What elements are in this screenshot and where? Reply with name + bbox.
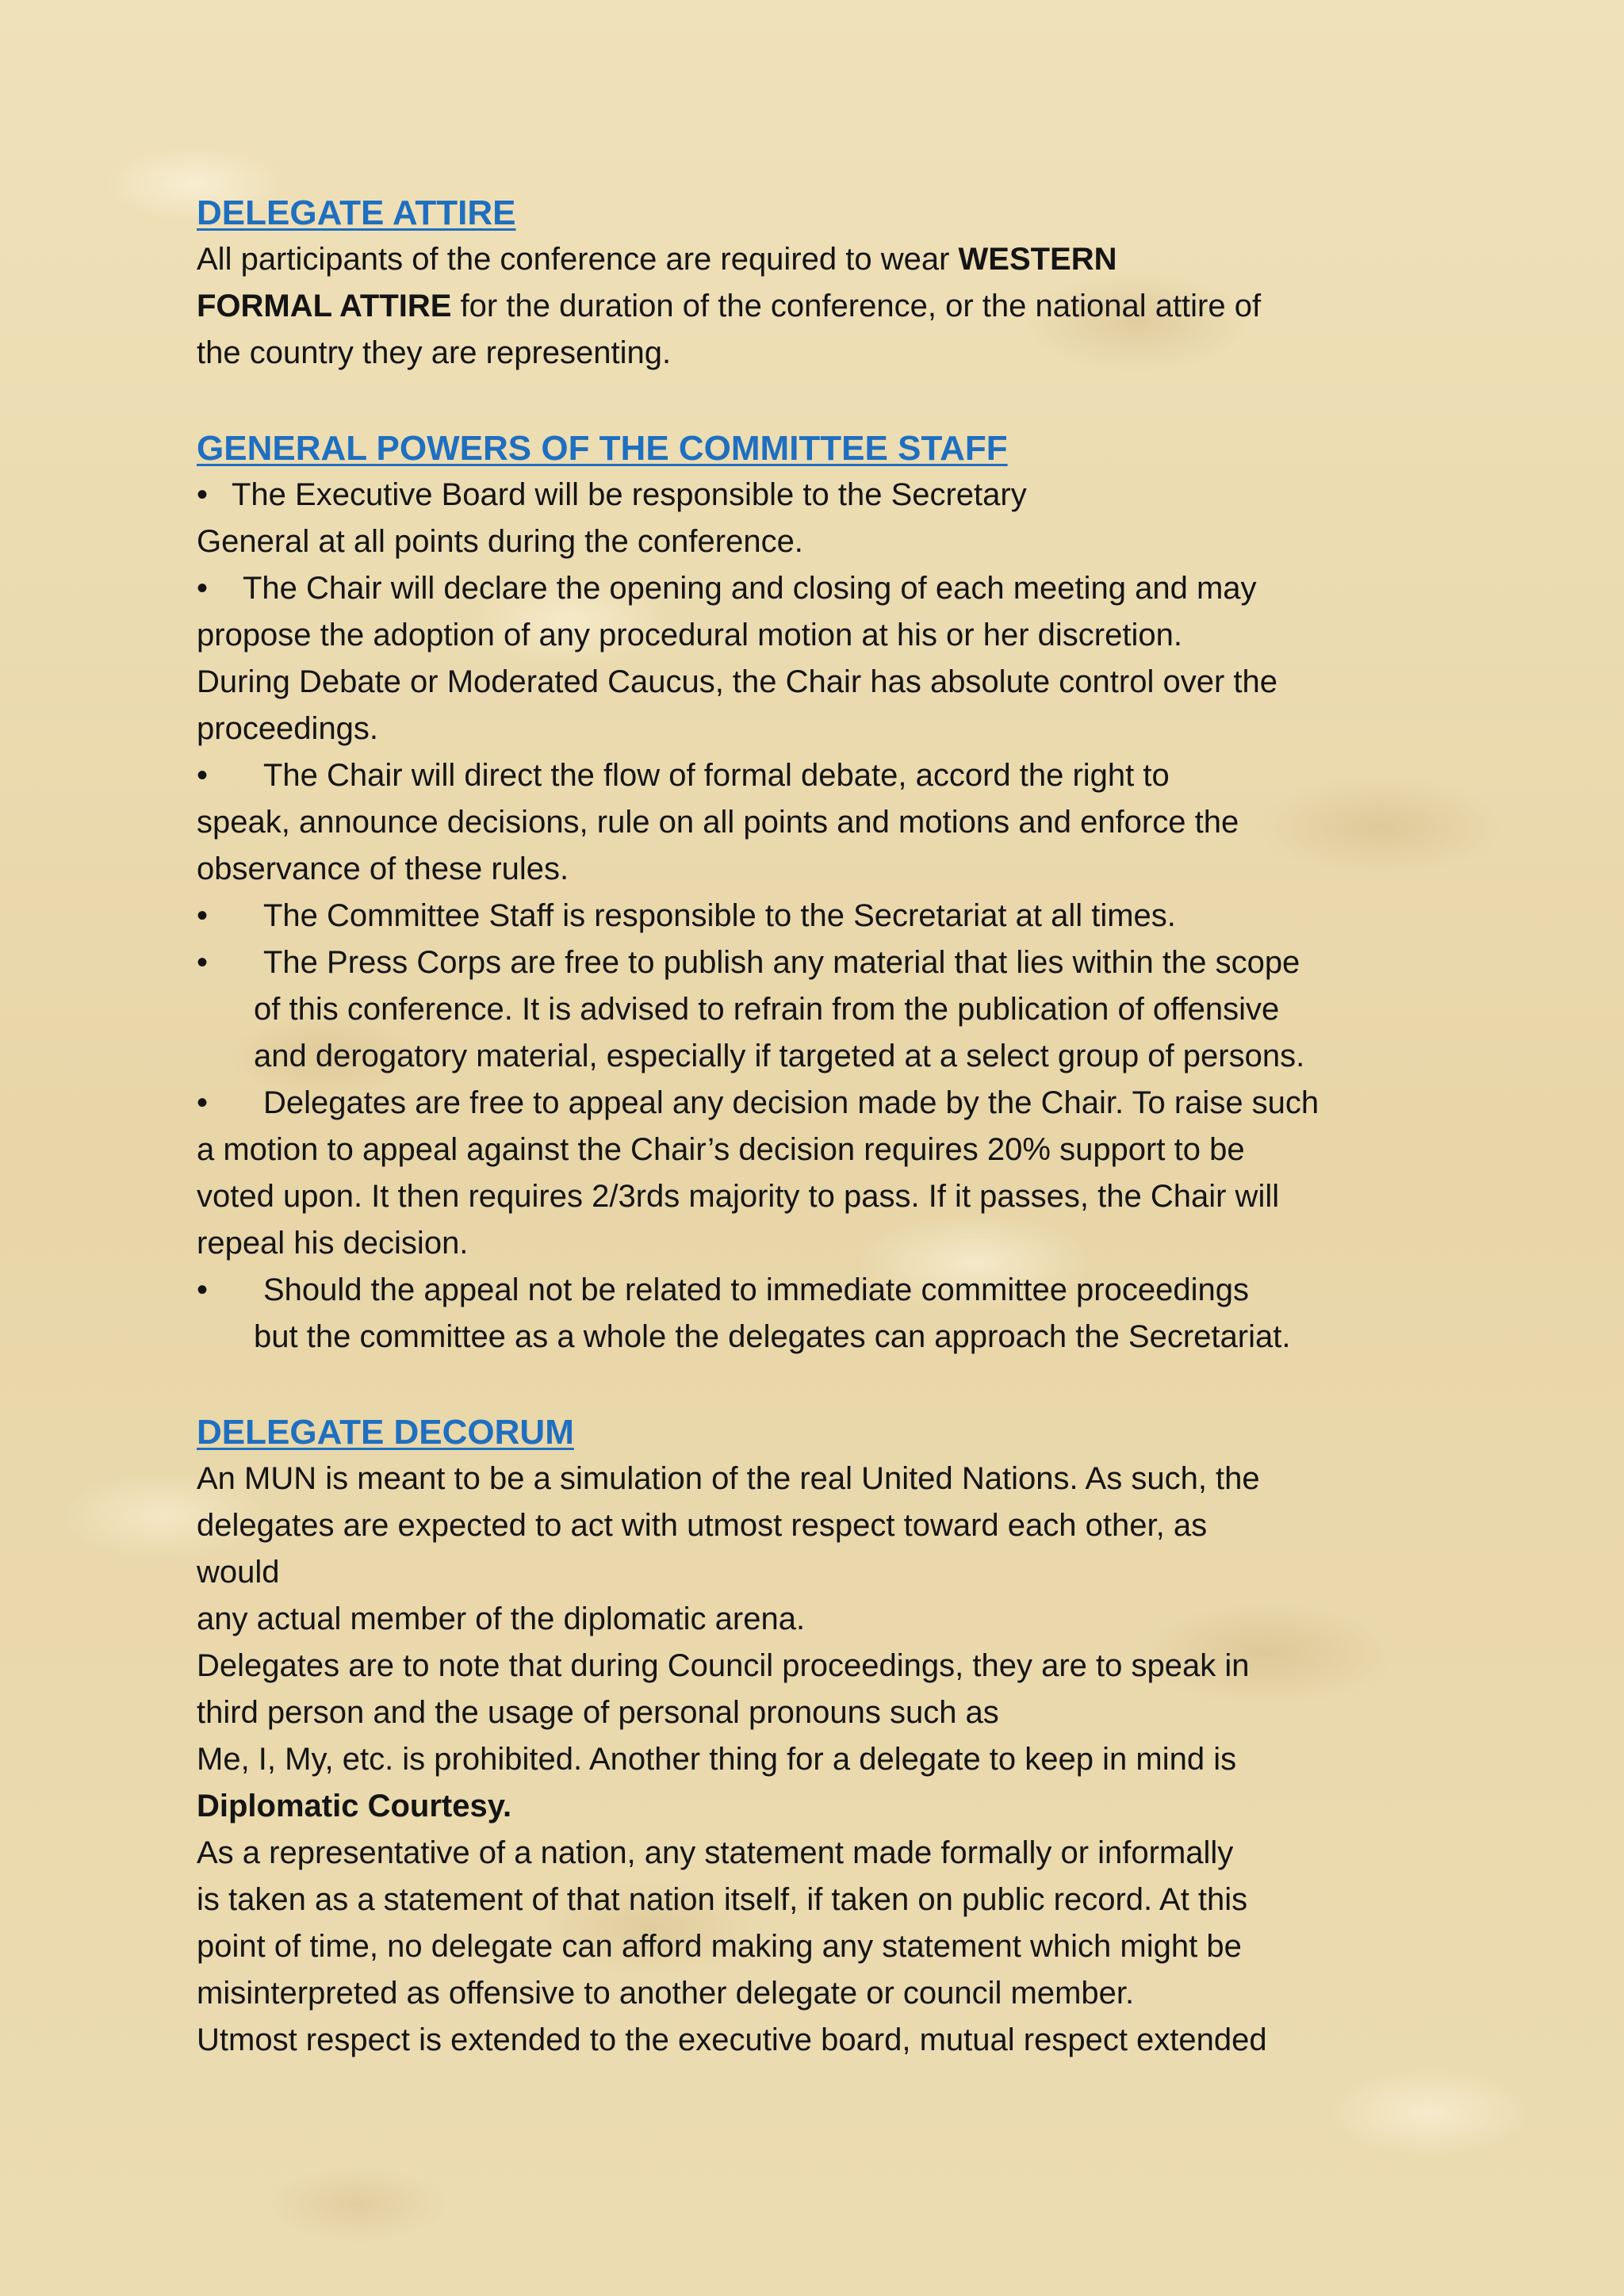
paragraph-line: of this conference. It is advised to refrain from the publication of offensive [254, 992, 1280, 1027]
text-run: for the duration of the conference, or the national attire of [451, 289, 1262, 323]
bullet-text: The Press Corps are free to publish any material that lies within the scope [263, 945, 1300, 980]
paragraph-line: Me, I, My, etc. is prohibited. Another thing for a delegate to keep in mind is [197, 1742, 1237, 1777]
bullet-item [197, 1080, 1434, 1127]
text-run: All participants of the conference are required to wear [197, 242, 959, 277]
paragraph-line [197, 236, 1434, 283]
section-heading-delegate-attire: DELEGATE ATTIRE [197, 193, 516, 232]
paragraph-line: Delegates are to note that during Council proceedings, they are to speak in [197, 1648, 1250, 1683]
paragraph-line: any actual member of the diplomatic arena. [197, 1601, 806, 1636]
paragraph-line: observance of these rules. [197, 851, 569, 886]
paragraph-line: a motion to appeal against the Chair’s decision requires 20% support to be [197, 1132, 1245, 1167]
paragraph-line: Utmost respect is extended to the executive board, mutual respect extended [197, 2022, 1267, 2057]
bullet-item [197, 1267, 1434, 1314]
bullet-item [197, 752, 1434, 799]
paragraph-line: As a representative of a nation, any statement made formally or informally [197, 1835, 1234, 1870]
paragraph-line: repeal his decision. [197, 1226, 469, 1261]
document-body [197, 190, 1434, 2064]
paragraph-line: and derogatory material, especially if targeted at a select group of persons. [254, 1039, 1305, 1073]
paragraph-line: speak, announce decisions, rule on all points and motions and enforce the [197, 805, 1239, 840]
paragraph-line: General at all points during the conference. [197, 524, 803, 559]
paragraph-line: point of time, no delegate can afford making any statement which might be [197, 1929, 1242, 1964]
bullet-icon: • [197, 1272, 209, 1307]
paragraph-line: During Debate or Moderated Caucus, the Chair has absolute control over the [197, 664, 1277, 699]
paragraph-line: delegates are expected to act with utmost respect toward each other, as [197, 1508, 1208, 1543]
paragraph-line [197, 283, 1434, 330]
paragraph-line: proceedings. [197, 711, 379, 746]
bullet-item [197, 472, 1434, 519]
section-spacer [197, 377, 1434, 426]
paragraph-line: An MUN is meant to be a simulation of the real United Nations. As such, the [197, 1461, 1260, 1496]
bullet-item [197, 893, 1434, 939]
bullet-text: The Chair will direct the flow of formal debate, accord the right to [263, 758, 1170, 793]
section-heading-general-powers: GENERAL POWERS OF THE COMMITTEE STAFF [197, 429, 1008, 468]
bold-text: FORMAL ATTIRE [197, 289, 452, 323]
bullet-item [197, 939, 1434, 986]
bold-text: WESTERN [958, 242, 1117, 277]
bullet-icon: • [197, 898, 209, 933]
paragraph-line: would [197, 1555, 280, 1590]
bold-text: Diplomatic Courtesy. [197, 1789, 512, 1823]
paragraph-line: the country they are representing. [197, 335, 672, 370]
paragraph-line: is taken as a statement of that nation itself, if taken on public record. At this [197, 1882, 1248, 1917]
paragraph-line: but the committee as a whole the delegates can approach the Secretariat. [254, 1319, 1291, 1354]
bullet-icon: • [197, 477, 209, 512]
bullet-text: Delegates are free to appeal any decision made by the Chair. To raise such [263, 1085, 1320, 1120]
bullet-icon: • [197, 1085, 209, 1120]
bullet-text: Should the appeal not be related to immediate committee proceedings [263, 1272, 1249, 1307]
bullet-icon: • [197, 758, 209, 793]
bullet-text: The Chair will declare the opening and closing of each meeting and may [243, 571, 1257, 606]
section-heading-delegate-decorum: DELEGATE DECORUM [197, 1413, 574, 1452]
bullet-text: The Committee Staff is responsible to the Secretariat at all times. [263, 898, 1176, 933]
bullet-text: The Executive Board will be responsible to the Secretary [232, 477, 1027, 512]
paragraph-line: voted upon. It then requires 2/3rds majority to pass. If it passes, the Chair will [197, 1179, 1280, 1214]
bullet-icon: • [197, 571, 209, 606]
paragraph-line: propose the adoption of any procedural motion at his or her discretion. [197, 618, 1182, 652]
paragraph-line: misinterpreted as offensive to another delegate or council member. [197, 1976, 1135, 2011]
paragraph-line: third person and the usage of personal pronouns such as [197, 1695, 999, 1730]
bullet-icon: • [197, 945, 209, 980]
bullet-item [197, 565, 1434, 612]
section-spacer [197, 1360, 1434, 1410]
